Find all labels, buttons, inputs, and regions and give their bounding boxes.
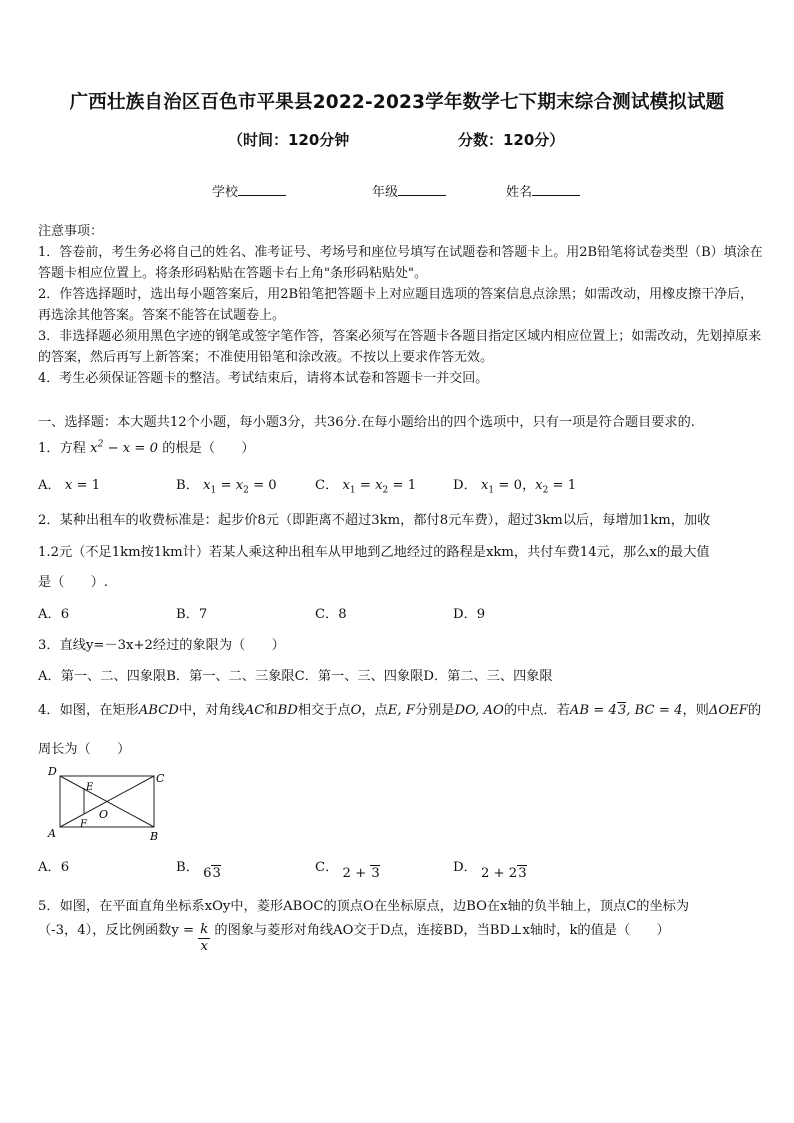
q4-label-b: B [150, 830, 159, 843]
q4-label-a: A [48, 827, 56, 840]
grade-blank[interactable] [398, 183, 446, 196]
q2-option-c[interactable]: C．8 [315, 607, 347, 622]
q4-text-g: 的中点．若 [503, 703, 570, 718]
q4-label-d: D [48, 765, 57, 778]
q4-points-ef: E, F [387, 703, 415, 718]
q4-option-b[interactable]: B． 63 [176, 860, 221, 881]
q2-line-3: 是（ ）. [38, 575, 109, 590]
q4-text-a: 4．如图，在矩形 [38, 703, 139, 718]
q1-option-a[interactable]: A． x = 1 [38, 478, 101, 493]
exam-title: 广西壮族自治区百色市平果县2022-2023学年数学七下期末综合测试模拟试题 [69, 92, 725, 113]
q4-given: AB = 43, BC = 4 [569, 703, 683, 718]
q4-diag-bd: BD [277, 703, 298, 718]
q4-text-c: 和 [264, 703, 278, 718]
q3-stem: 3．直线y=－3x+2经过的象限为（ ） [38, 638, 285, 653]
q4-text-f: 分别是 [414, 703, 455, 718]
question-1 [38, 437, 255, 456]
q4-line-2: 周长为（ ） [38, 742, 131, 757]
q1-option-c[interactable]: C． $x_1 = x_2 = 1$ [315, 478, 417, 496]
notice-item-3: 3．非选择题必须用黑色字迹的钢笔或签字笔作答，答案必须写在答题卡各题目指定区域内相应位置上；如需改动，先划掉原来的答案，然后再写上新答案；不准使用铅笔和涂改液。不按以上要求作答无效。 [38, 329, 762, 365]
q2-option-b[interactable]: B．7 [176, 607, 208, 622]
q1-stem-a: 1．方程 [38, 441, 86, 456]
name-label: 姓名 [506, 185, 533, 200]
q5-line-1: 5．如图，在平面直角坐标系xOy中，菱形ABOC的顶点O在坐标原点，边BO在x轴的负半轴上，顶点C的坐标为 [38, 899, 690, 914]
q2-option-d[interactable]: D．9 [453, 607, 486, 622]
q4-triangle: ΔOEF [708, 703, 748, 718]
q1-option-d[interactable]: D． $x_1 = 0$，$x_2 = 1$ [453, 478, 577, 496]
q5-fraction-k-over-x: $\frac{k}{x}$ [200, 922, 209, 954]
q1-option-c-label: C． [315, 478, 339, 493]
q4-label-c: C [156, 772, 165, 785]
q2-option-a[interactable]: A．6 [38, 607, 70, 622]
q4-text-e: ，点 [361, 703, 388, 718]
school-blank[interactable] [238, 183, 286, 196]
q4-label-o: O [99, 808, 109, 821]
exam-score: 分数：120分） [458, 131, 565, 149]
grade-field[interactable] [372, 181, 446, 200]
q3-options[interactable]: A．第一、二、四象限B．第一、二、三象限C．第一、三、四象限D．第二、三、四象限 [38, 669, 553, 684]
q2-line-1: 2．某种出租车的收费标准是：起步价8元（即距离不超过3km，都付8元车费），超过3km以后，每增加1km，加收 [38, 513, 711, 528]
q4-option-a[interactable]: A．6 [38, 860, 70, 875]
section-heading: 一、选择题：本大题共12个小题，每小题3分，共36分.在每小题给出的四个选项中，只有一项是符合题目要求的. [38, 415, 695, 430]
notice-item-2: 2．作答选择题时，选出每小题答案后，用2B铅笔把答题卡上对应题目选项的答案信息点涂黑；如需改动，用橡皮擦干净后，再选涂其他答案。答案不能答在试题卷上。 [38, 287, 754, 323]
q4-option-d-label: D． [453, 860, 477, 875]
q4-rectangle-figure [44, 764, 168, 844]
q4-line-1 [38, 699, 761, 718]
q1-option-b[interactable]: B． $x_1 = x_2 = 0$ [176, 478, 277, 496]
q4-text-b: 中，对角线 [178, 703, 245, 718]
q1-stem-b: 的根是（ ） [162, 441, 255, 456]
exam-time: （时间：120分钟 [228, 131, 350, 149]
q4-text-i: 的 [747, 703, 762, 718]
q5-text-a: （-3，4），反比例函数y = [38, 923, 195, 938]
q4-text-d: 相交于点 [297, 703, 351, 718]
notice-heading: 注意事项： [38, 224, 104, 239]
school-field[interactable] [212, 181, 286, 200]
q4-segments: DO, AO [454, 703, 504, 718]
q4-text-h: ，则 [682, 703, 709, 718]
q4-point-o: O [350, 703, 362, 718]
q4-option-c[interactable]: C． 2 + 3 [315, 860, 380, 881]
notice-item-4: 4．考生必须保证答题卡的整洁。考试结束后，请将本试卷和答题卡一并交回。 [38, 371, 489, 386]
q4-diag-ac: AC [244, 703, 265, 718]
grade-label: 年级 [372, 185, 399, 200]
q4-rect-name: ABCD [138, 703, 179, 718]
q5-line-2 [38, 922, 670, 955]
q1-option-d-label: D． [453, 478, 477, 493]
q1-option-b-label: B． [176, 478, 199, 493]
school-label: 学校 [212, 185, 239, 200]
q1-option-a-label: A． [38, 478, 61, 493]
q1-equation: $x^2 - x = 0$ [90, 439, 159, 456]
q4-option-c-label: C． [315, 860, 339, 875]
q4-label-f: F [80, 819, 87, 830]
q4-option-b-label: B． [176, 860, 199, 875]
name-blank[interactable] [532, 183, 580, 196]
notice-item-1: 1．答卷前，考生务必将自己的姓名、准考证号、考场号和座位号填写在试题卷和答题卡上。用2B铅笔将试卷类型（B）填涂在答题卡相应位置上。将条形码粘贴在答题卡右上角"条形码粘贴处"。 [38, 245, 763, 281]
name-field[interactable] [506, 181, 580, 200]
q4-label-e: E [86, 782, 94, 793]
q2-line-2: 1.2元（不足1km按1km计）若某人乘这种出租车从甲地到乙地经过的路程是xkm，共付车费14元，那么x的最大值 [38, 545, 710, 560]
q4-option-d[interactable]: D． 2 + 23 [453, 860, 527, 881]
q5-text-b: 的图象与菱形对角线AO交于D点，连接BD，当BD⊥x轴时，k的值是（ ） [214, 923, 670, 938]
